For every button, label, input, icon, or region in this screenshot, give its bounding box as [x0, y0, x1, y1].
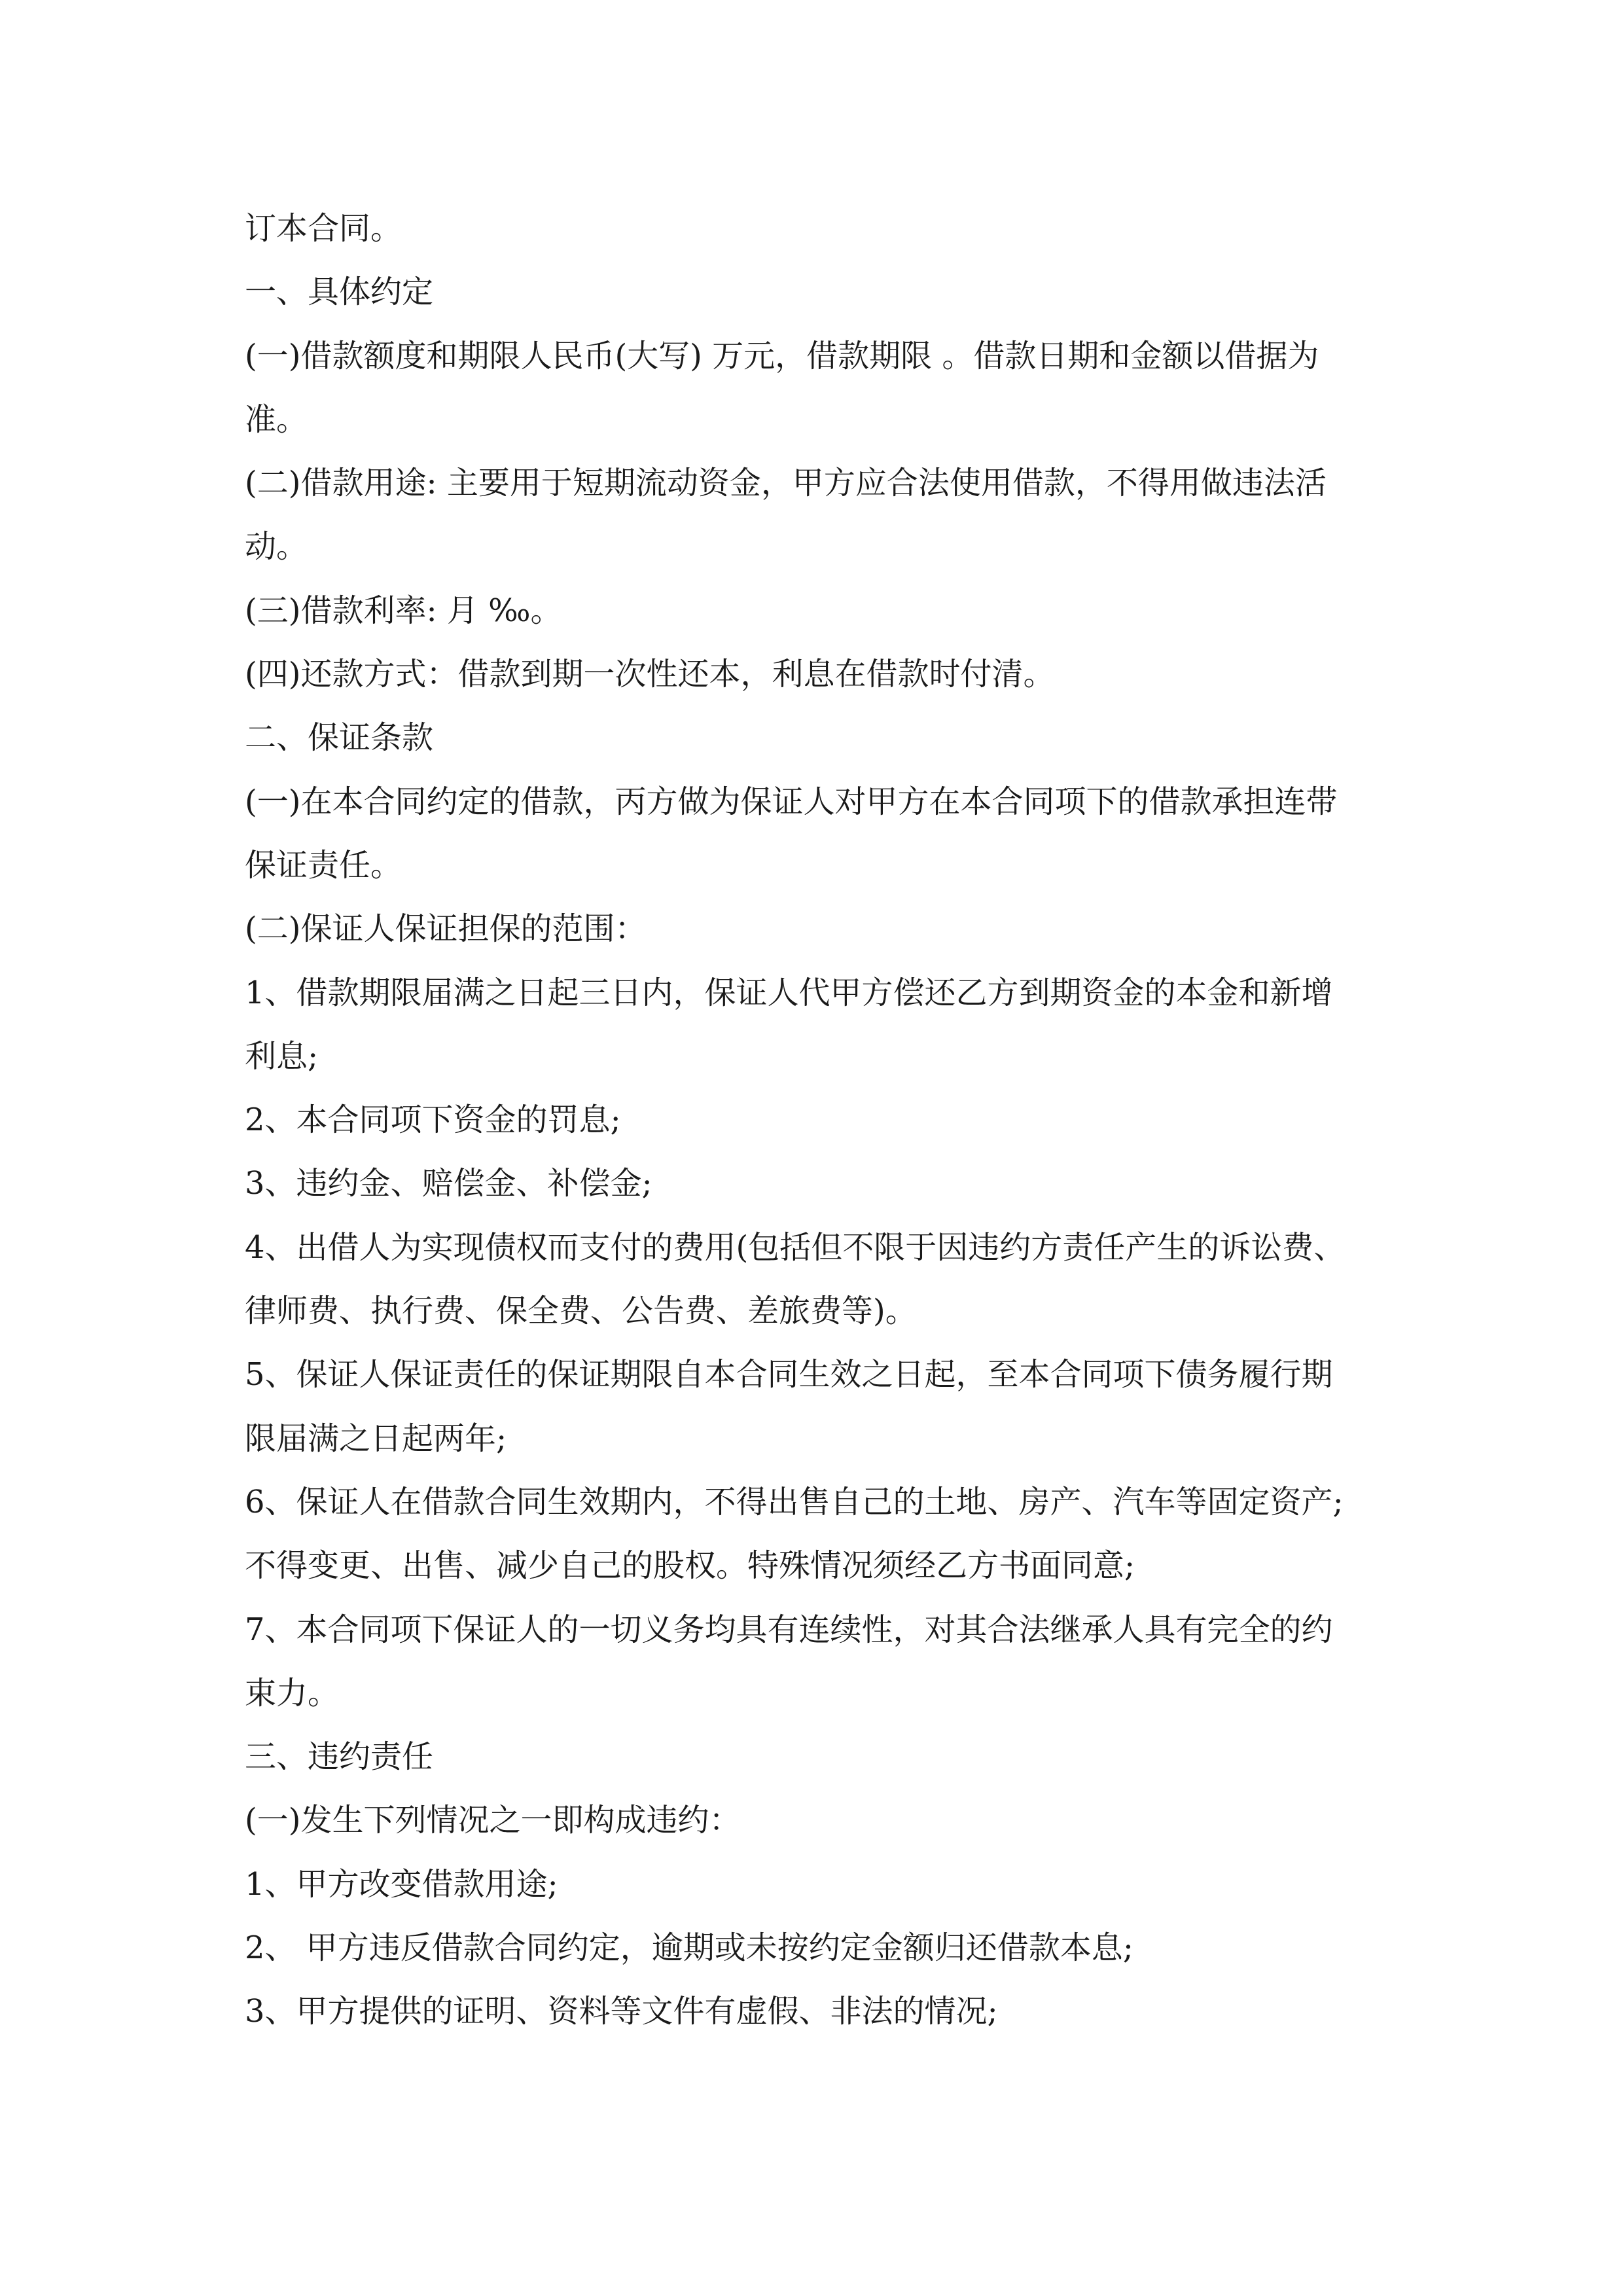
text-line: 4、出借人为实现债权而支付的费用(包括但不限于因违约方责任产生的诉讼费、: [245, 1229, 1346, 1266]
section-heading: 二、保证条款: [245, 719, 434, 757]
text-line: 束力。: [245, 1674, 340, 1712]
text-line: 3、违约金、赔偿金、补偿金;: [245, 1165, 652, 1202]
text-line: 订本合同。: [245, 210, 402, 247]
text-line: 限届满之日起两年;: [245, 1420, 507, 1457]
text-line: 3、甲方提供的证明、资料等文件有虚假、非法的情况;: [245, 1993, 998, 2030]
section-heading: 一、具体约定: [245, 274, 434, 311]
text-line: 利息;: [245, 1037, 319, 1075]
section-heading: 三、违约责任: [245, 1738, 434, 1776]
text-line: (二)借款用途: 主要用于短期流动资金，甲方应合法使用借款，不得用做违法活: [245, 465, 1327, 502]
text-line: 7、本合同项下保证人的一切义务均具有连续性，对其合法继承人具有完全的约: [245, 1611, 1333, 1648]
text-line: 动。: [245, 528, 308, 565]
text-line: 不得变更、出售、减少自己的股权。特殊情况须经乙方书面同意;: [245, 1547, 1135, 1585]
text-line: (一)借款额度和期限人民币(大写) 万元，借款期限 。借款日期和金额以借据为: [245, 337, 1319, 374]
text-line: 6、保证人在借款合同生效期内，不得出售自己的土地、房产、汽车等固定资产;: [245, 1483, 1344, 1520]
text-line: 2、 甲方违反借款合同约定，逾期或未按约定金额归还借款本息;: [245, 1929, 1133, 1967]
text-line: (二)保证人保证担保的范围：: [245, 910, 647, 948]
contract-text-body: [245, 197, 1397, 2044]
text-line: 1、甲方改变借款用途;: [245, 1865, 558, 1903]
text-line: 5、保证人保证责任的保证期限自本合同生效之日起，至本合同项下债务履行期: [245, 1356, 1333, 1393]
text-line: 律师费、执行费、保全费、公告费、差旅费等)。: [245, 1293, 917, 1330]
text-line: 保证责任。: [245, 846, 402, 884]
text-line: (四)还款方式：借款到期一次性还本，利息在借款时付清。: [245, 656, 1055, 693]
text-line: 准。: [245, 401, 308, 438]
text-line: (一)在本合同约定的借款，丙方做为保证人对甲方在本合同项下的借款承担连带: [245, 783, 1338, 820]
text-line: (一)发生下列情况之一即构成违约：: [245, 1802, 741, 1839]
text-line: 2、本合同项下资金的罚息;: [245, 1102, 621, 1139]
text-line: 1、借款期限届满之日起三日内，保证人代甲方偿还乙方到期资金的本金和新增: [245, 974, 1333, 1011]
text-line: (三)借款利率: 月 ‰。: [245, 592, 562, 629]
